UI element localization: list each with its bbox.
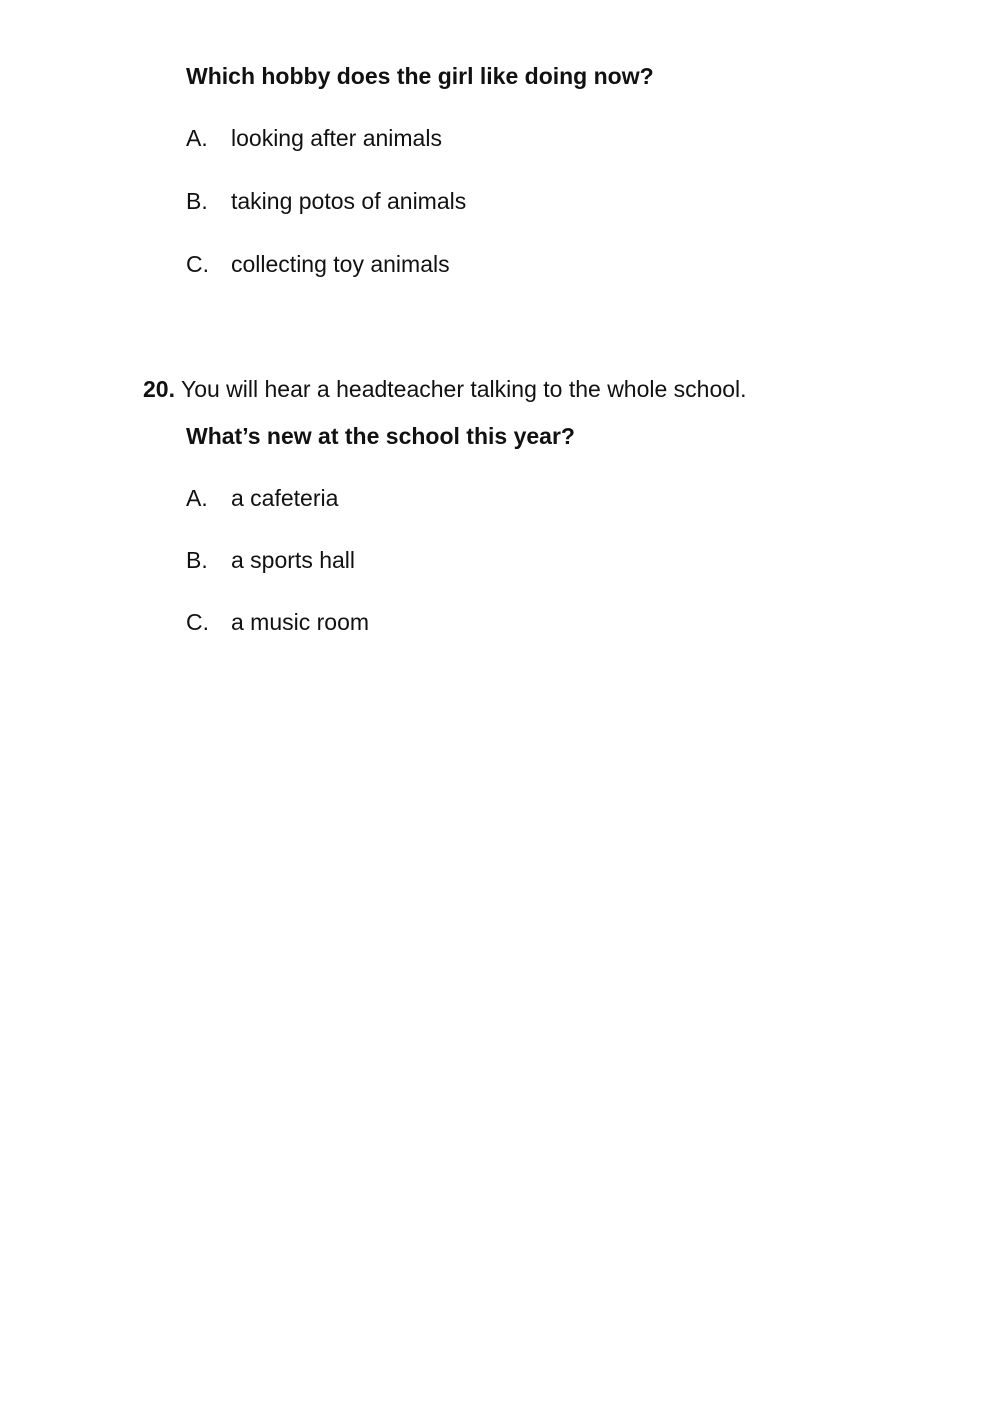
question-20-intro-line (143, 375, 747, 403)
option-text: taking potos of animals (231, 188, 467, 214)
option-text: looking after animals (231, 125, 442, 151)
option-letter: C. (186, 609, 209, 635)
question-20-prompt: What’s new at the school this year? (186, 423, 575, 449)
option-text: a music room (231, 609, 370, 635)
question-19-option-c[interactable] (186, 250, 450, 278)
question-20-option-b[interactable] (186, 546, 355, 574)
question-19-prompt: Which hobby does the girl like doing now? (186, 63, 654, 89)
option-letter: B. (186, 547, 208, 573)
question-20-intro: You will hear a headteacher talking to the whole school. (180, 376, 747, 402)
option-text: a sports hall (231, 547, 356, 573)
option-text: collecting toy animals (231, 251, 450, 277)
option-letter: C. (186, 251, 209, 277)
question-20-option-a[interactable] (186, 484, 338, 512)
question-20-option-c[interactable] (186, 608, 369, 636)
question-19-option-a[interactable] (186, 124, 442, 152)
option-letter: A. (186, 485, 208, 511)
option-letter: B. (186, 188, 208, 214)
option-letter: A. (186, 125, 208, 151)
question-19-option-b[interactable] (186, 187, 466, 215)
option-text: a cafeteria (231, 485, 339, 511)
question-number: 20. (143, 376, 175, 402)
